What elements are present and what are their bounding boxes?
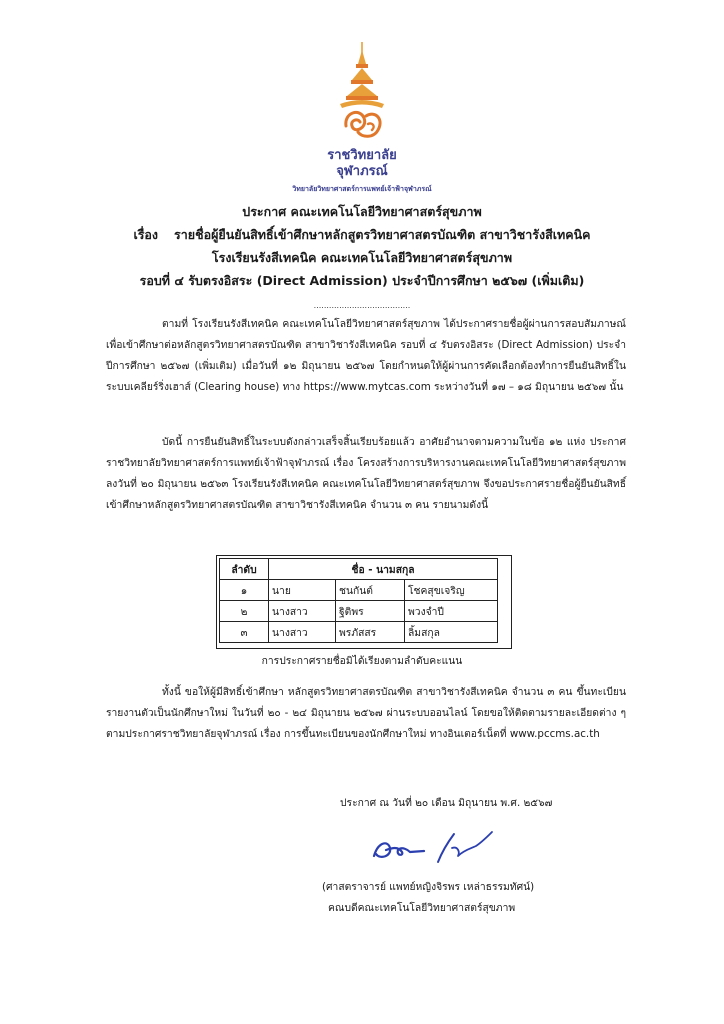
paragraph-2 [106,432,626,516]
signature-image [368,826,498,872]
paragraph-1 [106,314,626,398]
paragraph-1-text: ตามที่ โรงเรียนรังสีเทคนิค คณะเทคโนโลยีวิทยาศาสตร์สุขภาพ ได้ประกาศรายชื่อผู้ผ่านการสอบสัมภาษณ์ เพื่อเข้าศึกษาต่อหลักสูตรวิทยาศาสตรบัณฑิต สาขาวิชารังสีเทคนิค รอบที่ ๔ รับตรงอิสระ (Direct Admission) ประจำปีการศึกษา ๒๕๖๗ (เพิ่มเติม) เมื่อวันที่ ๑๒ มิถุนายน ๒๕๖๗ โดยกำหนดให้ผู้ผ่านการคัดเลือกต้องทำการยืนยันสิทธิ์ในระบบเคลียร์ริ่งเฮาส์ (Clearing house) ทาง https://www.mytcas.com ระหว่างวันที่ ๑๗ – ๑๘ มิถุนายน ๒๕๖๗ นั้น [106,318,626,393]
table-row [220,622,498,643]
heading-subject-row [0,223,724,246]
paragraph-3 [106,682,626,745]
table-header-row [220,559,498,580]
heading-line1: ประกาศ คณะเทคโนโลยีวิทยาศาสตร์สุขภาพ [242,204,482,219]
row-title: นางสาว [269,622,336,643]
table-note: การประกาศรายชื่อมิได้เรียงตามลำดับคะแนน [261,655,463,667]
table-row [220,601,498,622]
announce-date: ประกาศ ณ วันที่ ๒๐ เดือน มิถุนายน พ.ศ. ๒๕๖๗ [340,797,553,809]
logo-subtitle: วิทยาลัยวิทยาศาสตร์การแพทย์เจ้าฟ้าจุฬาภรณ์ [292,185,432,193]
row-last-name: โชคสุขเจริญ [405,580,498,601]
row-number: ๑ [220,580,269,601]
heading-separator: ...................................... [313,301,411,310]
logo-name-line1: ราชวิทยาลัย [327,148,397,163]
row-title: นาย [269,580,336,601]
row-first-name: ฐิติพร [336,601,405,622]
heading-line2: รายชื่อผู้ยืนยันสิทธิ์เข้าศึกษาหลักสูตรวิทยาศาสตรบัณฑิต สาขาวิชารังสีเทคนิค [174,227,591,242]
header-order: ลำดับ [220,559,269,580]
row-last-name: พวงจำปี [405,601,498,622]
row-last-name: ลิ้มสกุล [405,622,498,643]
heading-line3: โรงเรียนรังสีเทคนิค คณะเทคโนโลยีวิทยาศาสตร์สุขภาพ [211,250,513,265]
row-first-name: ชนกันต์ [336,580,405,601]
row-title: นางสาว [269,601,336,622]
heading-line4: รอบที่ ๔ รับตรงอิสระ (Direct Admission) ประจำปีการศึกษา ๒๕๖๗ (เพิ่มเติม) [139,273,585,288]
row-first-name: พรภัสสร [336,622,405,643]
institution-logo [0,40,724,195]
paragraph-2-text: บัดนี้ การยืนยันสิทธิ์ในระบบดังกล่าวเสร็จสิ้นเรียบร้อยแล้ว อาศัยอำนาจตามความในข้อ ๑๒ แห่ง ประกาศราชวิทยาลัยวิทยาศาสตร์การแพทย์เจ้าฟ้าจุฬาภรณ์ เรื่อง โครงสร้างการบริหารงานคณะเทคโนโลยีวิทยาศาสตร์สุขภาพ ลงวันที่ ๒๐ มิถุนายน ๒๕๖๓ โรงเรียนรังสีเทคนิค คณะเทคโนโลยีวิทยาศาสตร์สุขภาพ จึงขอประกาศรายชื่อผู้ยืนยันสิทธิ์เข้าศึกษาหลักสูตรวิทยาศาสตรบัณฑิต สาขาวิชารังสีเทคนิค จำนวน ๓ คน รายนามดังนี้ [106,436,626,511]
table-row [220,580,498,601]
signer-title: คณบดีคณะเทคโนโลยีวิทยาศาสตร์สุขภาพ [328,902,516,914]
names-table [219,558,498,643]
announcement-heading [0,200,724,292]
signer-name: (ศาสตราจารย์ แพทย์หญิงจิรพร เหล่าธรรมทัศน์) [322,881,535,893]
subject-label: เรื่อง [133,227,159,242]
paragraph-3-text: ทั้งนี้ ขอให้ผู้มีสิทธิ์เข้าศึกษา หลักสูตรวิทยาศาสตรบัณฑิต สาขาวิชารังสีเทคนิค จำนวน ๓ คน ขึ้นทะเบียนรายงานตัวเป็นนักศึกษาใหม่ ในวันที่ ๒๐ - ๒๔ มิถุนายน ๒๕๖๗ ผ่านระบบออนไลน์ โดยขอให้ติดตามรายละเอียดต่าง ๆ ตามประกาศราชวิทยาลัยจุฬาภรณ์ เรื่อง การขึ้นทะเบียนของนักศึกษาใหม่ ทางอินเตอร์เน็ตที่ www.pccms.ac.th [106,686,626,740]
crown-emblem-icon [332,40,392,146]
row-number: ๓ [220,622,269,643]
logo-name-line2: จุฬาภรณ์ [336,164,388,179]
row-number: ๒ [220,601,269,622]
header-name: ชื่อ - นามสกุล [269,559,498,580]
